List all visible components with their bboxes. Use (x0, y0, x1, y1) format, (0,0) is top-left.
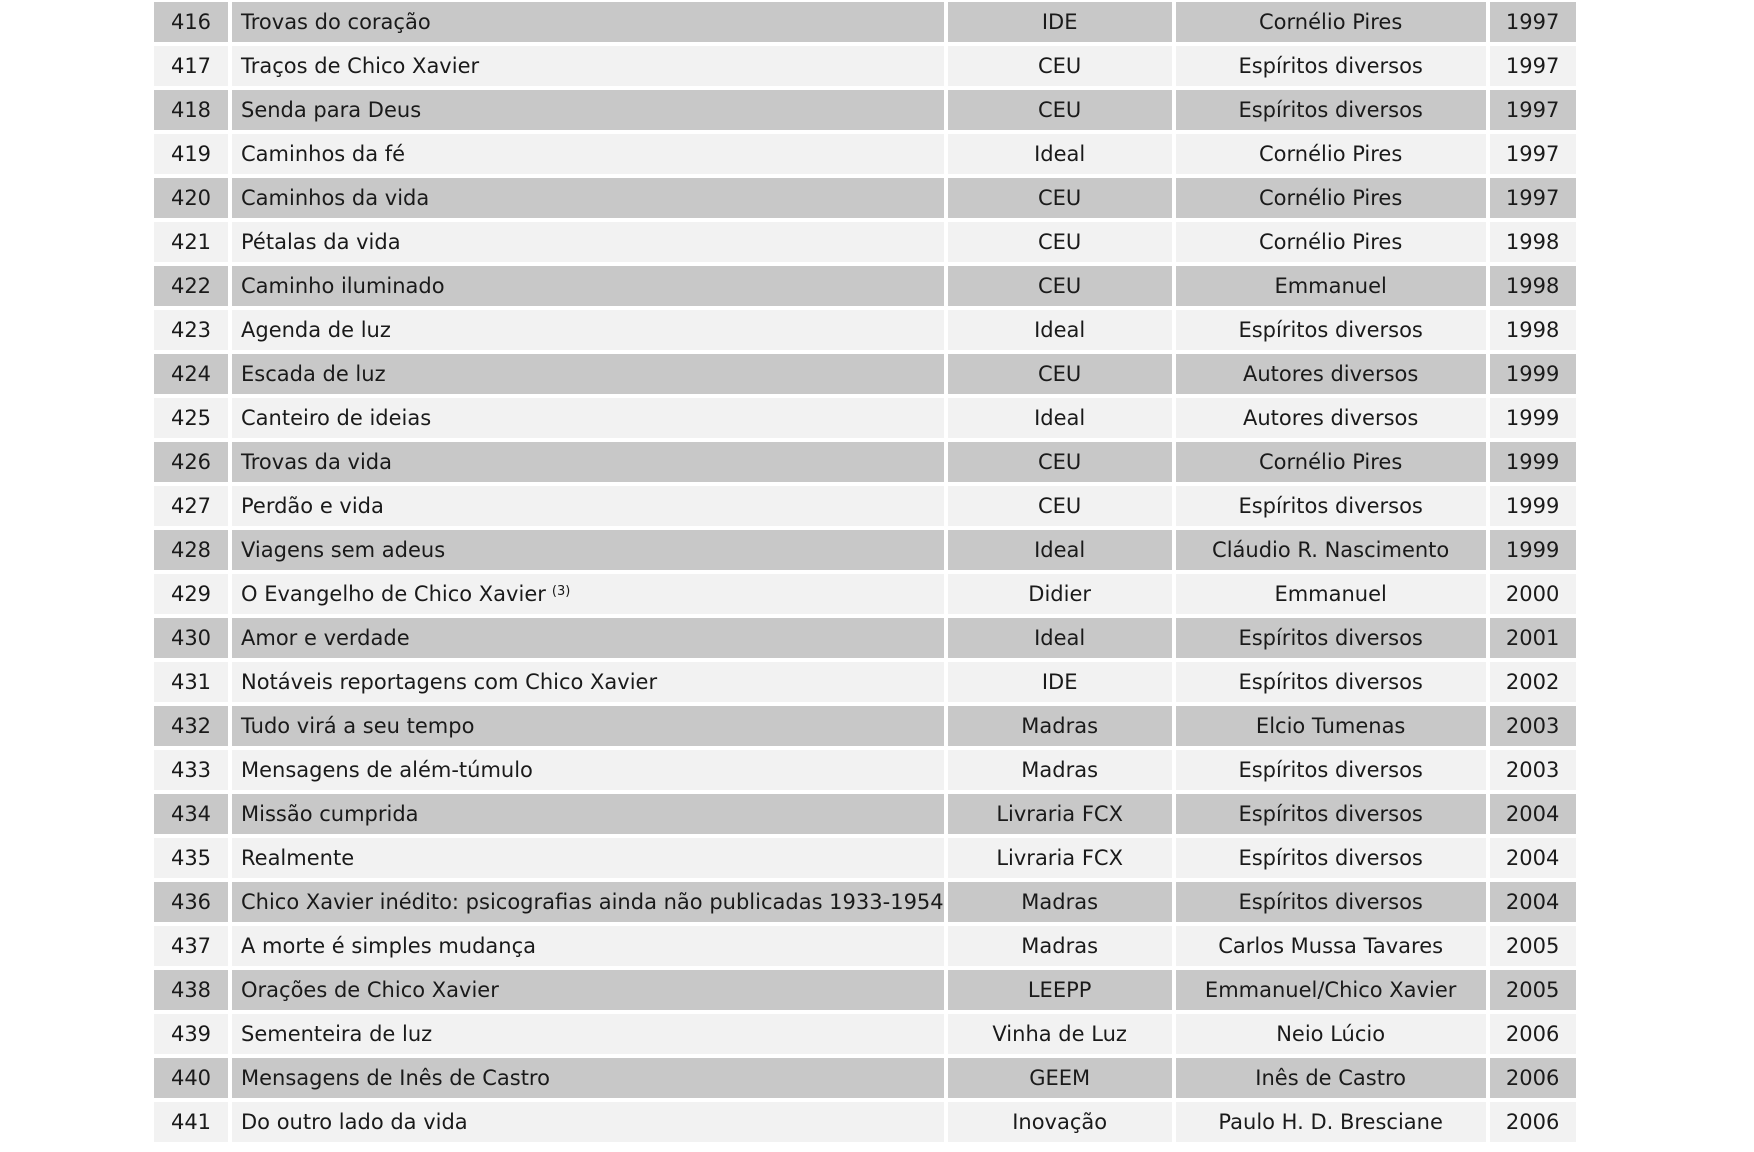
book-title-text: Caminhos da vida (241, 186, 430, 210)
book-title-cell (232, 926, 944, 966)
author-cell: Carlos Mussa Tavares (1176, 926, 1486, 966)
year-cell: 1999 (1490, 530, 1576, 570)
year-cell: 2004 (1490, 794, 1576, 834)
table-row (154, 178, 1576, 218)
book-number-cell: 438 (154, 970, 228, 1010)
publisher-cell: Madras (948, 926, 1172, 966)
year-cell: 1998 (1490, 310, 1576, 350)
author-cell: Espíritos diversos (1176, 882, 1486, 922)
publisher-cell: Ideal (948, 134, 1172, 174)
author-cell: Espíritos diversos (1176, 46, 1486, 86)
table-row (154, 662, 1576, 702)
year-cell: 1997 (1490, 90, 1576, 130)
book-title-cell (232, 970, 944, 1010)
author-cell: Cornélio Pires (1176, 2, 1486, 42)
author-cell: Espíritos diversos (1176, 486, 1486, 526)
publisher-cell: CEU (948, 442, 1172, 482)
book-number-cell: 435 (154, 838, 228, 878)
year-cell: 2006 (1490, 1058, 1576, 1098)
publisher-cell: GEEM (948, 1058, 1172, 1098)
publisher-cell: Livraria FCX (948, 838, 1172, 878)
author-cell: Espíritos diversos (1176, 794, 1486, 834)
book-number-cell: 439 (154, 1014, 228, 1054)
table-row (154, 266, 1576, 306)
book-title-cell (232, 222, 944, 262)
book-title-cell (232, 574, 944, 614)
year-cell: 1999 (1490, 398, 1576, 438)
table-row (154, 354, 1576, 394)
book-title-text: Traços de Chico Xavier (241, 54, 480, 78)
book-title-text: Chico Xavier inédito: psicografias ainda não publicadas 1933-1954 (241, 890, 944, 914)
book-number-cell: 417 (154, 46, 228, 86)
book-number-cell: 428 (154, 530, 228, 570)
publisher-cell: Ideal (948, 530, 1172, 570)
author-cell: Emmanuel (1176, 266, 1486, 306)
author-cell: Espíritos diversos (1176, 310, 1486, 350)
publisher-cell: Madras (948, 882, 1172, 922)
table-row (154, 2, 1576, 42)
book-title-text: Agenda de luz (241, 318, 391, 342)
year-cell: 1997 (1490, 46, 1576, 86)
book-title-cell (232, 882, 944, 922)
author-cell: Espíritos diversos (1176, 838, 1486, 878)
book-title-text: Amor e verdade (241, 626, 410, 650)
book-title-text: Do outro lado da vida (241, 1110, 468, 1134)
table-row (154, 310, 1576, 350)
table-row (154, 530, 1576, 570)
table-row (154, 134, 1576, 174)
author-cell: Autores diversos (1176, 354, 1486, 394)
year-cell: 2006 (1490, 1014, 1576, 1054)
book-number-cell: 432 (154, 706, 228, 746)
book-title-cell (232, 46, 944, 86)
book-title-text: Sementeira de luz (241, 1022, 433, 1046)
publisher-cell: Madras (948, 706, 1172, 746)
book-title-cell (232, 1058, 944, 1098)
year-cell: 2003 (1490, 750, 1576, 790)
author-cell: Emmanuel (1176, 574, 1486, 614)
book-title-text: Caminho iluminado (241, 274, 445, 298)
book-number-cell: 434 (154, 794, 228, 834)
footnote-marker: (3) (551, 584, 571, 599)
book-title-text: Realmente (241, 846, 355, 870)
table-row (154, 838, 1576, 878)
publisher-cell: LEEPP (948, 970, 1172, 1010)
table-row (154, 46, 1576, 86)
year-cell: 1999 (1490, 354, 1576, 394)
year-cell: 1997 (1490, 134, 1576, 174)
table-row (154, 750, 1576, 790)
book-number-cell: 430 (154, 618, 228, 658)
book-title-cell (232, 530, 944, 570)
table-row (154, 618, 1576, 658)
book-title-cell (232, 134, 944, 174)
book-title-text: Mensagens de além-túmulo (241, 758, 533, 782)
publisher-cell: Inovação (948, 1102, 1172, 1142)
publisher-cell: CEU (948, 354, 1172, 394)
author-cell: Espíritos diversos (1176, 618, 1486, 658)
table-row (154, 90, 1576, 130)
year-cell: 1999 (1490, 486, 1576, 526)
publisher-cell: Vinha de Luz (948, 1014, 1172, 1054)
book-title-text: Escada de luz (241, 362, 386, 386)
author-cell: Cornélio Pires (1176, 442, 1486, 482)
book-title-cell (232, 442, 944, 482)
book-title-text: Caminhos da fé (241, 142, 406, 166)
book-title-text: Senda para Deus (241, 98, 422, 122)
book-title-text: Trovas da vida (241, 450, 393, 474)
publisher-cell: CEU (948, 90, 1172, 130)
table-body (154, 2, 1576, 1142)
book-title-cell (232, 486, 944, 526)
book-title-text: A morte é simples mudança (241, 934, 537, 958)
book-number-cell: 425 (154, 398, 228, 438)
book-number-cell: 421 (154, 222, 228, 262)
year-cell: 2005 (1490, 970, 1576, 1010)
publisher-cell: Ideal (948, 310, 1172, 350)
publisher-cell: Ideal (948, 618, 1172, 658)
book-title-cell (232, 794, 944, 834)
author-cell: Emmanuel/Chico Xavier (1176, 970, 1486, 1010)
table-row (154, 574, 1576, 614)
book-title-cell (232, 310, 944, 350)
book-title-text: Perdão e vida (241, 494, 384, 518)
table-row (154, 442, 1576, 482)
publisher-cell: CEU (948, 486, 1172, 526)
book-number-cell: 427 (154, 486, 228, 526)
year-cell: 1997 (1490, 2, 1576, 42)
publisher-cell: CEU (948, 178, 1172, 218)
year-cell: 2005 (1490, 926, 1576, 966)
publisher-cell: IDE (948, 2, 1172, 42)
publisher-cell: IDE (948, 662, 1172, 702)
year-cell: 2004 (1490, 882, 1576, 922)
book-title-text: Mensagens de Inês de Castro (241, 1066, 550, 1090)
book-number-cell: 436 (154, 882, 228, 922)
author-cell: Espíritos diversos (1176, 662, 1486, 702)
books-table (150, 0, 1580, 1146)
book-title-cell (232, 618, 944, 658)
year-cell: 1998 (1490, 266, 1576, 306)
year-cell: 1999 (1490, 442, 1576, 482)
book-number-cell: 429 (154, 574, 228, 614)
publisher-cell: CEU (948, 266, 1172, 306)
author-cell: Inês de Castro (1176, 1058, 1486, 1098)
year-cell: 2003 (1490, 706, 1576, 746)
book-number-cell: 424 (154, 354, 228, 394)
author-cell: Cornélio Pires (1176, 134, 1486, 174)
book-title-cell (232, 2, 944, 42)
author-cell: Autores diversos (1176, 398, 1486, 438)
year-cell: 2002 (1490, 662, 1576, 702)
author-cell: Cornélio Pires (1176, 178, 1486, 218)
book-number-cell: 416 (154, 2, 228, 42)
book-title-cell (232, 354, 944, 394)
book-title-cell (232, 90, 944, 130)
book-title-text: Orações de Chico Xavier (241, 978, 499, 1002)
book-title-cell (232, 706, 944, 746)
book-number-cell: 420 (154, 178, 228, 218)
table-row (154, 222, 1576, 262)
book-number-cell: 423 (154, 310, 228, 350)
book-number-cell: 419 (154, 134, 228, 174)
book-number-cell: 418 (154, 90, 228, 130)
author-cell: Elcio Tumenas (1176, 706, 1486, 746)
book-title-text: Tudo virá a seu tempo (241, 714, 475, 738)
book-title-text: Canteiro de ideias (241, 406, 432, 430)
book-number-cell: 433 (154, 750, 228, 790)
year-cell: 2004 (1490, 838, 1576, 878)
book-number-cell: 437 (154, 926, 228, 966)
book-title-text: Notáveis reportagens com Chico Xavier (241, 670, 658, 694)
publisher-cell: Didier (948, 574, 1172, 614)
year-cell: 2001 (1490, 618, 1576, 658)
publisher-cell: Livraria FCX (948, 794, 1172, 834)
table-row (154, 1058, 1576, 1098)
book-number-cell: 426 (154, 442, 228, 482)
table-row (154, 1102, 1576, 1142)
table-row (154, 1014, 1576, 1054)
table-row (154, 706, 1576, 746)
book-number-cell: 440 (154, 1058, 228, 1098)
book-title-cell (232, 838, 944, 878)
year-cell: 1998 (1490, 222, 1576, 262)
table-row (154, 794, 1576, 834)
book-title-text: Missão cumprida (241, 802, 419, 826)
table-row (154, 926, 1576, 966)
book-title-cell (232, 266, 944, 306)
book-number-cell: 431 (154, 662, 228, 702)
table-row (154, 398, 1576, 438)
publisher-cell: CEU (948, 46, 1172, 86)
author-cell: Paulo H. D. Bresciane (1176, 1102, 1486, 1142)
book-number-cell: 441 (154, 1102, 228, 1142)
publisher-cell: Madras (948, 750, 1172, 790)
author-cell: Espíritos diversos (1176, 90, 1486, 130)
author-cell: Espíritos diversos (1176, 750, 1486, 790)
book-title-cell (232, 1014, 944, 1054)
book-title-text: Viagens sem adeus (241, 538, 446, 562)
table-row (154, 970, 1576, 1010)
book-title-text: Pétalas da vida (241, 230, 401, 254)
author-cell: Neio Lúcio (1176, 1014, 1486, 1054)
table-row (154, 882, 1576, 922)
year-cell: 2000 (1490, 574, 1576, 614)
book-title-text: Trovas do coração (241, 10, 431, 34)
publisher-cell: CEU (948, 222, 1172, 262)
book-title-cell (232, 178, 944, 218)
book-number-cell: 422 (154, 266, 228, 306)
book-title-text: O Evangelho de Chico Xavier (241, 582, 546, 606)
book-title-cell (232, 1102, 944, 1142)
table-row (154, 486, 1576, 526)
year-cell: 2006 (1490, 1102, 1576, 1142)
author-cell: Cornélio Pires (1176, 222, 1486, 262)
author-cell: Cláudio R. Nascimento (1176, 530, 1486, 570)
book-title-cell (232, 398, 944, 438)
publisher-cell: Ideal (948, 398, 1172, 438)
book-title-cell (232, 662, 944, 702)
year-cell: 1997 (1490, 178, 1576, 218)
book-title-cell (232, 750, 944, 790)
